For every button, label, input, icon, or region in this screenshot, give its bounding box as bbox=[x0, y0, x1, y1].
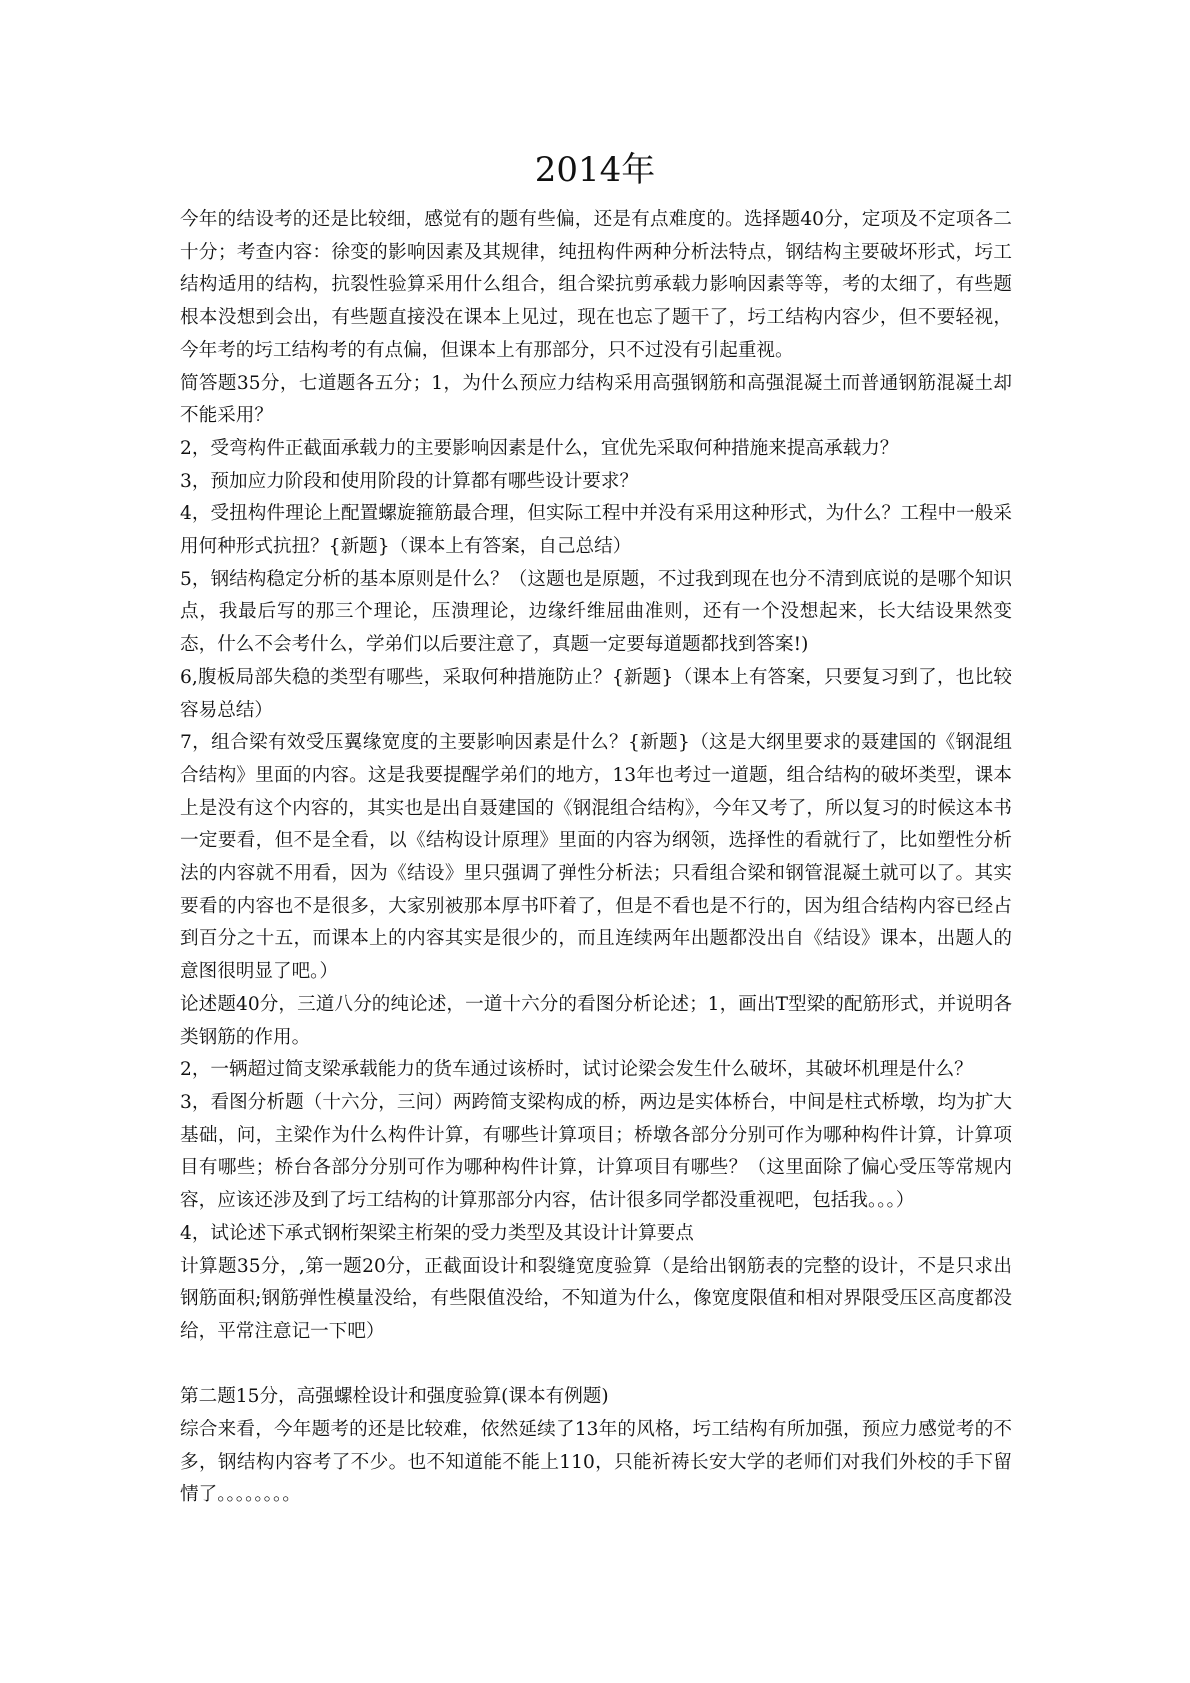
paragraph-calculation-1: 计算题35分，,第一题20分，正截面设计和裂缝宽度验算（是给出钢筋表的完整的设计，不是只求出钢筋面积;钢筋弹性模量没给，有些限值没给，不知道为什么，像宽度限值和相对界限受压区高度都没给，平常注意记一下吧） bbox=[180, 1255, 1012, 1342]
paragraph-short-answer-1: 简答题35分，七道题各五分；1，为什么预应力结构采用高强钢筋和高强混凝土而普通钢筋混凝土却不能采用？ bbox=[180, 372, 1012, 427]
paragraph-summary: 综合来看，今年题考的还是比较难，依然延续了13年的风格，圬工结构有所加强，预应力感觉考的不多，钢结构内容考了不少。也不知道能不能上110，只能祈祷长安大学的老师们对我们外校的手下留情了。。。。。。。。 bbox=[180, 1419, 1012, 1506]
paragraph-short-answer-4: 4，受扭构件理论上配置螺旋箍筋最合理，但实际工程中并没有采用这种形式，为什么？工程中一般采用何种形式抗扭？{新题}（课本上有答案，自己总结） bbox=[180, 503, 1012, 558]
document-body bbox=[180, 204, 1012, 1512]
paragraph-short-answer-7: 7，组合梁有效受压翼缘宽度的主要影响因素是什么？{新题}（这是大纲里要求的聂建国的《钢混组合结构》里面的内容。这是我要提醒学弟们的地方，13年也考过一道题，组合结构的破坏类型，课本上是没有这个内容的，其实也是出自聂建国的《钢混组合结构》，今年又考了，所以复习的时候这本书一定要看，但不是全看，以《结构设计原理》里面的内容为纲领，选择性的看就行了，比如塑性分析法的内容就不用看，因为《结设》里只强调了弹性分析法；只看组合梁和钢管混凝土就可以了。其实要看的内容也不是很多，大家别被那本厚书吓着了，但是不看也是不行的，因为组合结构内容已经占到百分之十五，而课本上的内容其实是很少的，而且连续两年出题都没出自《结设》课本，出题人的意图很明显了吧。） bbox=[180, 732, 1012, 983]
paragraph-essay-4: 4，试论述下承式钢桁架梁主桁架的受力类型及其设计计算要点 bbox=[180, 1222, 694, 1244]
paragraph-essay-1: 论述题40分，三道八分的纯论述，一道十六分的看图分析论述；1，画出T型梁的配筋形式，并说明各类钢筋的作用。 bbox=[180, 993, 1012, 1048]
paragraph-calculation-2: 第二题15分，高强螺栓设计和强度验算(课本有例题) bbox=[180, 1386, 609, 1408]
page-title: 2014年 bbox=[534, 150, 656, 190]
paragraph-short-answer-3: 3，预加应力阶段和使用阶段的计算都有哪些设计要求？ bbox=[180, 470, 639, 492]
paragraph-essay-2: 2，一辆超过简支梁承载能力的货车通过该桥时，试讨论梁会发生什么破坏，其破坏机理是什么？ bbox=[180, 1059, 973, 1081]
paragraph-essay-3: 3，看图分析题（十六分，三问）两跨简支梁构成的桥，两边是实体桥台，中间是柱式桥墩，均为扩大基础，问，主梁作为什么构件计算，有哪些计算项目；桥墩各部分分别可作为哪种构件计算，计算项目有哪些；桥台各部分分别可作为哪种构件计算，计算项目有哪些？（这里面除了偏心受压等常规内容，应该还涉及到了圬工结构的计算那部分内容，估计很多同学都没重视吧，包括我。。。） bbox=[180, 1091, 1012, 1212]
paragraph-short-answer-6: 6,腹板局部失稳的类型有哪些，采取何种措施防止？{新题}（课本上有答案，只要复习到了，也比较容易总结） bbox=[180, 666, 1012, 721]
paragraph-intro: 今年的结设考的还是比较细，感觉有的题有些偏，还是有点难度的。选择题40分，定项及不定项各二十分；考查内容：徐变的影响因素及其规律，纯扭构件两种分析法特点，钢结构主要破坏形式，圬工结构适用的结构，抗裂性验算采用什么组合，组合梁抗剪承载力影响因素等等，考的太细了，有些题根本没想到会出，有些题直接没在课本上见过，现在也忘了题干了，圬工结构内容少，但不要轻视，今年考的圬工结构考的有点偏，但课本上有那部分，只不过没有引起重视。 bbox=[180, 209, 1012, 361]
paragraph-short-answer-2: 2，受弯构件正截面承载力的主要影响因素是什么，宜优先采取何种措施来提高承载力？ bbox=[180, 437, 899, 459]
paragraph-spacer bbox=[180, 1349, 1012, 1382]
paragraph-short-answer-5: 5，钢结构稳定分析的基本原则是什么？（这题也是原题，不过我到现在也分不清到底说的是哪个知识点，我最后写的那三个理论，压溃理论，边缘纤维屈曲准则，还有一个没想起来，长大结设果然变态，什么不会考什么，学弟们以后要注意了，真题一定要每道题都找到答案!) bbox=[180, 568, 1012, 656]
